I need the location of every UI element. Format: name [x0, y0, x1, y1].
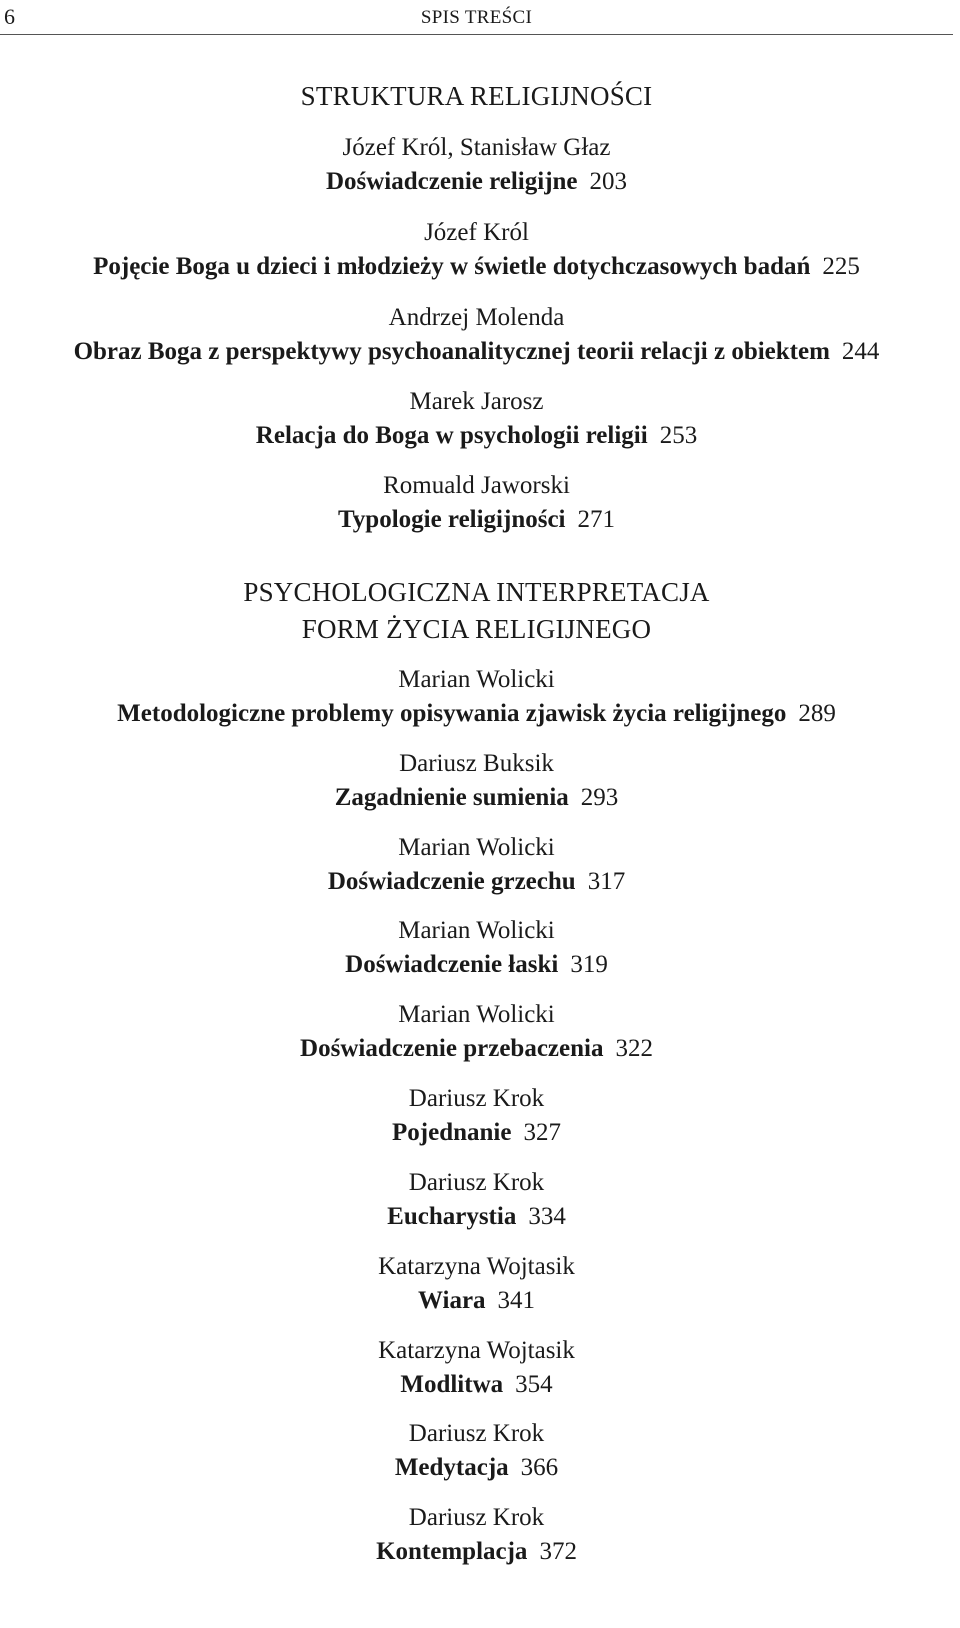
entry-author: Dariusz Krok [408, 1085, 545, 1112]
entry-author: Katarzyna Wojtasik [378, 1337, 575, 1364]
entry-page: 334 [528, 1203, 566, 1230]
entry-page: 317 [587, 868, 626, 895]
entry-title-line[interactable] [0, 865, 953, 902]
entry-title[interactable]: Typologie religijności [337, 506, 566, 533]
section-title: PSYCHOLOGICZNA INTERPRETACJA [243, 577, 710, 607]
entry-title-line[interactable] [0, 1451, 953, 1488]
entry-author: Józef Król [424, 219, 529, 246]
entry-title[interactable]: Pojednanie [392, 1119, 512, 1146]
entry-title-line[interactable] [0, 419, 953, 456]
entry-page: 319 [570, 951, 608, 978]
entry-author: Dariusz Buksik [399, 750, 554, 777]
entry-title-line[interactable] [0, 948, 953, 985]
entry-page: 293 [580, 784, 619, 811]
entry-title[interactable]: Wiara [417, 1287, 486, 1314]
entry-title[interactable]: Doświadczenie łaski [345, 951, 559, 978]
entry-title-line[interactable] [0, 1032, 953, 1069]
page-header [0, 0, 953, 35]
entry-page: 354 [515, 1371, 553, 1398]
entry-author: Romuald Jaworski [383, 472, 570, 499]
section-title: FORM ŻYCIA RELIGIJNEGO [301, 614, 652, 644]
entry-title[interactable]: Doświadczenie przebaczenia [300, 1035, 604, 1062]
section-title: STRUKTURA RELIGIJNOŚCI [300, 81, 653, 111]
entry-author: Marian Wolicki [398, 1001, 555, 1028]
entry-title-line[interactable] [0, 1368, 953, 1405]
entry-title-line[interactable] [0, 1535, 953, 1572]
entry-title[interactable]: Metodologiczne problemy opisywania zjawisk życia religijnego [117, 700, 787, 727]
entry-title-line[interactable] [0, 250, 953, 287]
entry-title-line[interactable] [0, 1116, 953, 1153]
entry-author: Andrzej Molenda [388, 304, 565, 331]
entry-author: Katarzyna Wojtasik [378, 1253, 575, 1280]
entry-page: 327 [523, 1119, 561, 1146]
entry-title-line[interactable] [0, 335, 953, 372]
entry-title[interactable]: Zagadnienie sumienia [334, 784, 569, 811]
entry-title[interactable]: Doświadczenie religijne [325, 168, 578, 195]
entry-page: 253 [659, 422, 698, 449]
page-number: 6 [4, 4, 15, 29]
entry-title[interactable]: Kontemplacja [376, 1538, 528, 1565]
running-head: SPIS TREŚCI [420, 7, 533, 28]
entry-author: Marian Wolicki [398, 917, 555, 944]
entry-page: 271 [577, 506, 616, 533]
entry-page: 289 [798, 700, 836, 727]
entry-title[interactable]: Modlitwa [400, 1371, 504, 1398]
entry-title[interactable]: Doświadczenie grzechu [327, 868, 576, 895]
entry-page: 203 [589, 168, 628, 195]
entry-author: Marian Wolicki [398, 834, 555, 861]
entry-title[interactable]: Medytacja [394, 1454, 509, 1481]
entry-author: Marian Wolicki [398, 666, 555, 693]
entry-page: 372 [539, 1538, 577, 1565]
entry-title[interactable]: Relacja do Boga w psychologii religii [255, 422, 648, 449]
entry-author: Marek Jarosz [409, 388, 544, 415]
entry-title-line[interactable] [0, 165, 953, 202]
entry-author: Dariusz Krok [408, 1504, 545, 1531]
entry-title-line[interactable] [0, 503, 953, 540]
entry-title-line[interactable] [0, 1200, 953, 1237]
entry-title[interactable]: Eucharystia [387, 1203, 517, 1230]
entry-page: 322 [615, 1035, 653, 1062]
entry-author: Józef Król, Stanisław Głaz [342, 134, 611, 161]
entry-title[interactable]: Obraz Boga z perspektywy psychoanalitycznej teorii relacji z obiektem [73, 338, 830, 365]
entry-page: 366 [520, 1454, 559, 1481]
entry-title[interactable]: Pojęcie Boga u dzieci i młodzieży w świetle dotychczasowych badań [93, 253, 811, 280]
entry-title-line[interactable] [0, 1284, 953, 1321]
entry-author: Dariusz Krok [408, 1169, 545, 1196]
entry-title-line[interactable] [0, 697, 953, 734]
entry-title-line[interactable] [0, 781, 953, 818]
entry-author: Dariusz Krok [408, 1420, 545, 1447]
entry-page: 244 [841, 338, 880, 365]
entry-page: 225 [822, 253, 860, 280]
entry-page: 341 [497, 1287, 536, 1314]
